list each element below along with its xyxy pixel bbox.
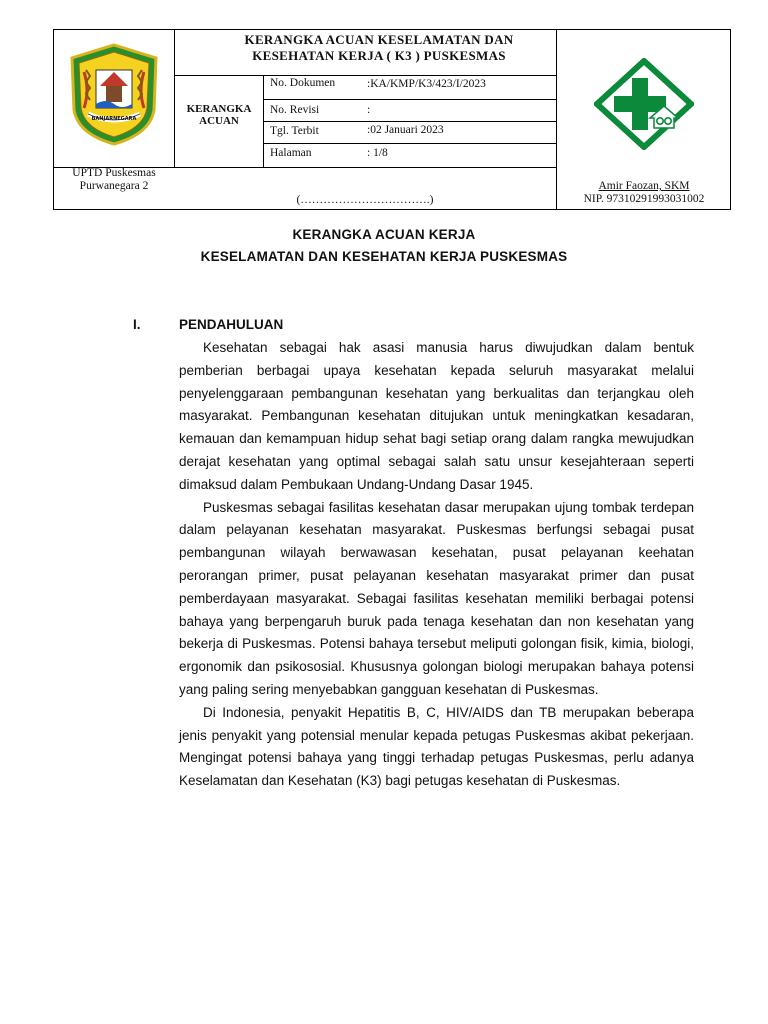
grid-line (263, 121, 556, 122)
signer-nip: NIP. 97310291993031002 (583, 193, 705, 205)
page-label: Halaman (270, 147, 312, 159)
document-header-table (53, 29, 731, 210)
grid-line (263, 143, 556, 144)
grid-line (174, 30, 175, 167)
paragraph: Puskesmas sebagai fasilitas kesehatan dasar merupakan ujung tombak terdepan dalam pelayanan kesehatan masyarakat. Puskesmas berfungsi sebagai pusat pembangunan wilayah berwawasan kesehatan, pusat pelayanan keehatan perorangan primer, pusat pelayanan kesehatan masyarakat primer dan pusat pemberdayaan masyarakat. Sebagai fasilitas kesehatan memiliki berbagai potensi bahaya yang berpengaruh buruk pada tenaga kesehatan dan non kesehatan yang bekerja di Puskesmas. Potensi bahaya tersebut meliputi golongan fisik, kimia, biologi, ergonomik dan psikososial. Khususnya golongan biologi merupakan bahaya potensi yang paling sering menyebabkan gangguan kesehatan di Puskesmas. (179, 499, 694, 697)
issue-date-label: Tgl. Terbit (270, 125, 319, 137)
document-type-label (174, 103, 264, 127)
puskesmas-logo (594, 58, 694, 150)
header-title (204, 32, 554, 64)
signature-placeholder: (…………………………….) (296, 194, 434, 206)
header-title-line: KESEHATAN KERJA ( K3 ) PUSKESMAS (252, 48, 506, 63)
issue-date-value: :02 Januari 2023 (367, 124, 444, 136)
document-subtitle: KESELAMATAN DAN KESEHATAN KERJA PUSKESMAS (200, 249, 568, 264)
revision-value: : (367, 104, 371, 116)
section-body (179, 337, 694, 793)
paragraph: Di Indonesia, penyakit Hepatitis B, C, HIV/AIDS dan TB merupakan beberapa jenis penyakit yang potensial menular kepada petugas Puskesmas akibat pekerjaan. Mengingat potensi bahaya yang tinggi terhadap petugas Puskesmas, perlu adanya Keselamatan dan Kesehatan (K3) bagi petugas kesehatan di Puskesmas. (179, 704, 694, 789)
signer-name: Amir Faozan, SKM (598, 180, 690, 192)
unit-line: UPTD Puskesmas (72, 167, 156, 179)
unit-line: Purwanegara 2 (79, 180, 149, 192)
paragraph: Kesehatan sebagai hak asasi manusia harus diwujudkan dalam bentuk pemberian berbagai upaya kesehatan kepada seluruh masyarakat melalui penyelenggaraan pembangunan kesehatan yang berkualitas dan terjangkau oleh masyarakat. Pembangunan kesehatan ditujukan untuk meningkatkan kesadaran, kemauan dan kemampuan hidup sehat bagi setiap orang dalam rangka mewujudkan derajat kesehatan yang optimal sebagai salah satu unsur kesejahteraan seperti dimaksud dalam Pembukaan Undang-Undang Dasar 1945. (179, 340, 694, 492)
document-type-line: KERANGKA (186, 103, 252, 115)
revision-label: No. Revisi (270, 104, 320, 116)
section-number: I. (133, 317, 141, 332)
document-type-line: ACUAN (199, 115, 239, 127)
doc-number-label: No. Dokumen (270, 77, 336, 89)
banjarnegara-regency-logo (66, 42, 162, 147)
doc-number-value: :KA/KMP/K3/423/I/2023 (367, 78, 486, 90)
grid-line (174, 75, 556, 76)
section-title: PENDAHULUAN (179, 317, 284, 332)
logo-ribbon-text: BANJARNEGARA (91, 116, 137, 122)
header-title-line: KERANGKA ACUAN KESELAMATAN DAN (244, 32, 514, 47)
page-value: : 1/8 (367, 147, 388, 159)
health-center-unit (54, 167, 174, 193)
document-title: KERANGKA ACUAN KERJA (292, 227, 476, 242)
grid-line (263, 99, 556, 100)
